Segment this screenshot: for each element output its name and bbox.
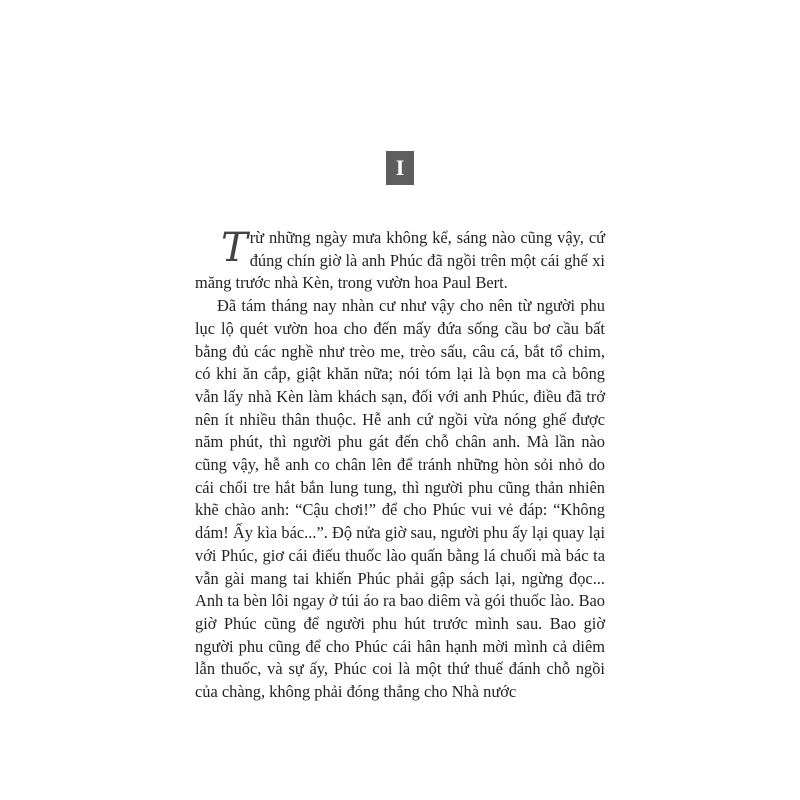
chapter-number-badge [386,151,414,185]
opening-paragraph [195,227,605,295]
drop-cap-letter: T [221,225,248,271]
second-paragraph: Đã tám tháng nay nhàn cư như vậy cho nên từ người phu lục lộ quét vườn hoa cho đến mấy đứa sống cầu bơ cầu bất bằng đủ các nghề như trèo me, trèo sấu, câu cá, bắt tổ chim, có khi ăn cắp, giật khăn nữa; nói tóm lại là bọn ma cà bông vẫn lấy nhà Kèn làm khách sạn, đối với anh Phúc, điều đã trở nên ít nhiều thân thuộc. Hễ anh cứ ngồi vừa nóng ghế được năm phút, thì người phu gát đến chỗ chân anh. Mà lần nào cũng vậy, hễ anh co chân lên để tránh những hòn sỏi nhỏ do cái chổi tre hắt bắn lung tung, thì người phu cũng thản nhiên khẽ chào anh: “Cậu chơi!” để cho Phúc vui vẻ đáp: “Không dám! Ấy kìa bác...”. Độ nửa giờ sau, người phu ấy lại quay lại với Phúc, giơ cái điếu thuốc lào quấn bằng lá chuối mà bác ta vẫn gài mang tai khiến Phúc phải gập sách lại, ngừng đọc... Anh ta bèn lôi ngay ở túi áo ra bao diêm và gói thuốc lào. Bao giờ Phúc cũng để người phu hút trước mình sau. Bao giờ người phu cũng để cho Phúc cái hân hạnh mời mình cả diêm lẫn thuốc, và sự ấy, Phúc coi là một thứ thuế đánh chỗ ngồi của chàng, không phải đóng thẳng cho Nhà nước [195,296,605,702]
body-text [195,227,605,704]
chapter-numeral: I [395,155,405,180]
opening-paragraph-text: rừ những ngày mưa không kể, sáng nào cũng vậy, cứ đúng chín giờ là anh Phúc đã ngồi trên một cái ghế xi măng trước nhà Kèn, trong vườn hoa Paul Bert. [195,228,605,293]
